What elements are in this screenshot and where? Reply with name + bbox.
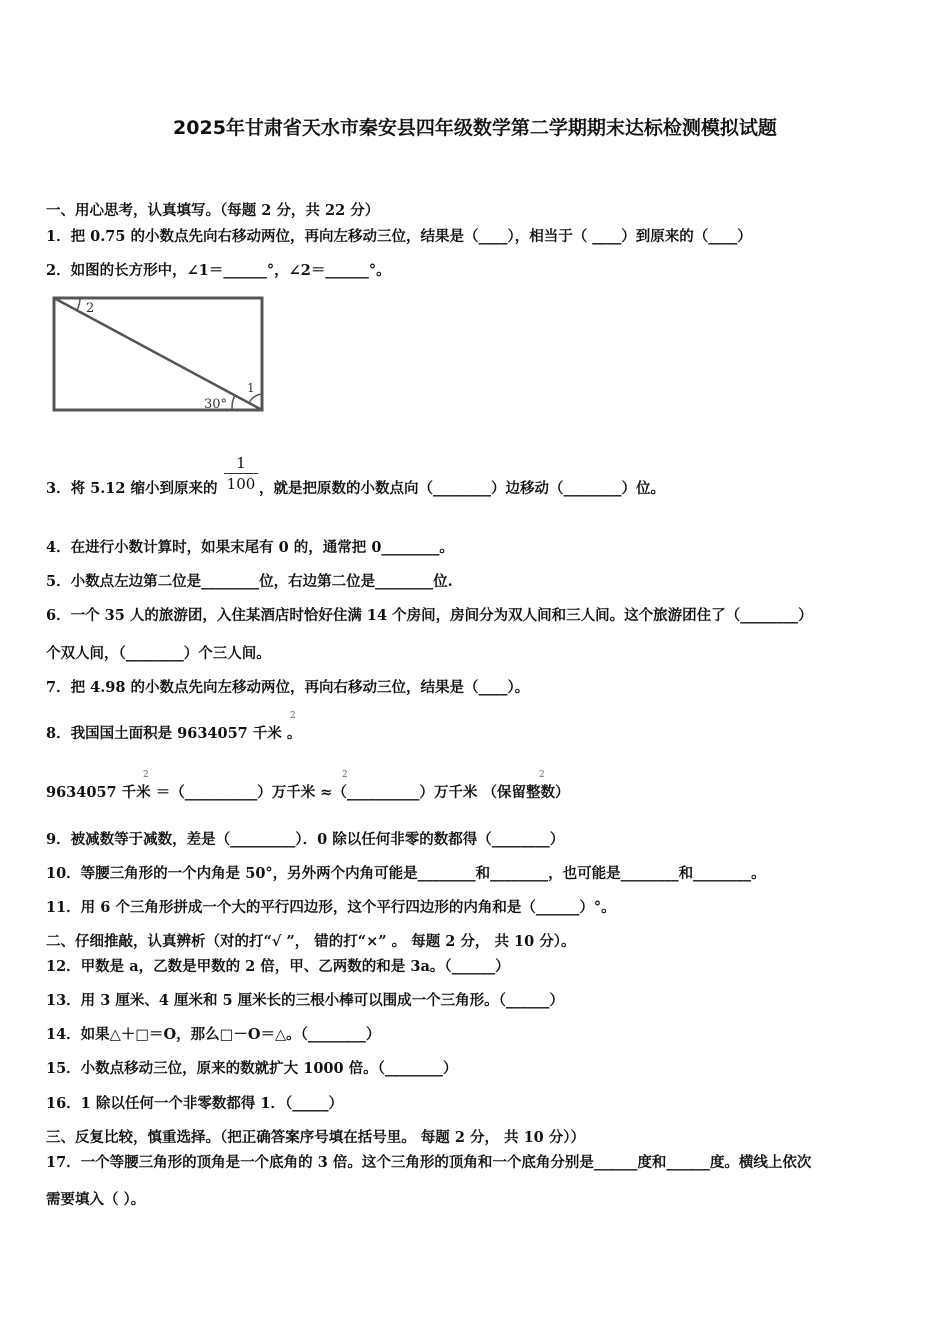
fraction-bar — [224, 473, 258, 474]
question-3-before: 3．将 5.12 缩小到原来的 — [46, 480, 218, 497]
fraction — [224, 454, 258, 493]
question-11: 11．用 6 个三角形拼成一个大的平行四边形，这个平行四边形的内角和是（______）°。 — [46, 899, 616, 916]
section3-heading: 三、反复比较，慎重选择。（把正确答案序号填在括号里。 每题 2 分， 共 10 分）） — [46, 1129, 586, 1146]
superscript-2: 2 — [143, 770, 149, 780]
question-6-line1: 6．一个 35 人的旅游团，入住某酒店时恰好住满 14 个房间，房间分为双人间和三人间。这个旅游团住了（________） — [46, 607, 813, 624]
superscript-2: 2 — [342, 770, 348, 780]
question-3-after: ，就是把原数的小数点向（________）边移动（________）位。 — [259, 480, 665, 497]
question-17-line1: 17．一个等腰三角形的顶角是一个底角的 3 倍。这个三角形的顶角和一个底角分别是______度和______度。横线上依次 — [46, 1154, 812, 1171]
question-1: 1．把 0.75 的小数点先向右移动两位，再向左移动三位，结果是（____），相当于（ ____）到原来的（____） — [46, 228, 752, 245]
question-2: 2．如图的长方形中，∠1＝______°，∠2＝______°。 — [46, 262, 391, 279]
fraction-denominator: 100 — [226, 475, 256, 493]
question-8-line2: 9634057 千米 ＝（__________）万千米 ≈（__________）万千米 （保留整数） — [46, 784, 570, 801]
question-12: 12．甲数是 a，乙数是甲数的 2 倍，甲、乙两数的和是 3a。（______） — [46, 958, 510, 975]
question-16: 16．1 除以任何一个非零数都得 1．（_____） — [46, 1095, 343, 1112]
section1-heading: 一、用心思考，认真填写。（每题 2 分，共 22 分） — [46, 202, 380, 219]
question-5: 5．小数点左边第二位是________位，右边第二位是________位. — [46, 573, 453, 590]
angle1-arc — [249, 394, 262, 403]
angle1-label: 1 — [247, 381, 255, 395]
superscript-2: 2 — [290, 711, 296, 721]
question-8-line1: 8．我国国土面积是 9634057 千米 。 — [46, 725, 302, 742]
page-title: 2025年甘肃省天水市秦安县四年级数学第二学期期末达标检测模拟试题 — [173, 117, 777, 139]
question-17-line2: 需要填入（ ）。 — [46, 1191, 146, 1208]
question-14: 14．如果△＋□＝O，那么□－O＝△。（________） — [46, 1026, 381, 1043]
question-15: 15．小数点移动三位，原来的数就扩大 1000 倍。（________） — [46, 1060, 458, 1077]
question-6-line2: 个双人间，（________）个三人间。 — [46, 645, 271, 662]
fraction-numerator: 1 — [236, 454, 246, 472]
superscript-2: 2 — [539, 770, 545, 780]
rectangle-figure — [46, 292, 268, 416]
question-4: 4．在进行小数计算时，如果末尾有 0 的，通常把 0________。 — [46, 539, 454, 556]
question-9: 9．被减数等于减数，差是（_________）．0 除以任何非零的数都得（________） — [46, 831, 565, 848]
angle30-arc — [232, 395, 235, 410]
question-7: 7．把 4.98 的小数点先向左移动两位，再向右移动三位，结果是（____）。 — [46, 679, 530, 696]
section2-heading: 二、仔细推敲，认真辨析（对的打“√ ”， 错的打“×” 。 每题 2 分， 共 10 分）。 — [46, 933, 576, 950]
angle2-arc — [77, 298, 80, 310]
angle2-label: 2 — [86, 301, 95, 316]
angle30-label: 30° — [204, 397, 228, 412]
question-13: 13．用 3 厘米、4 厘米和 5 厘米长的三根小棒可以围成一个三角形。（______） — [46, 992, 564, 1009]
question-10: 10．等腰三角形的一个内角是 50°，另外两个内角可能是________和________，也可能是________和________。 — [46, 865, 766, 882]
